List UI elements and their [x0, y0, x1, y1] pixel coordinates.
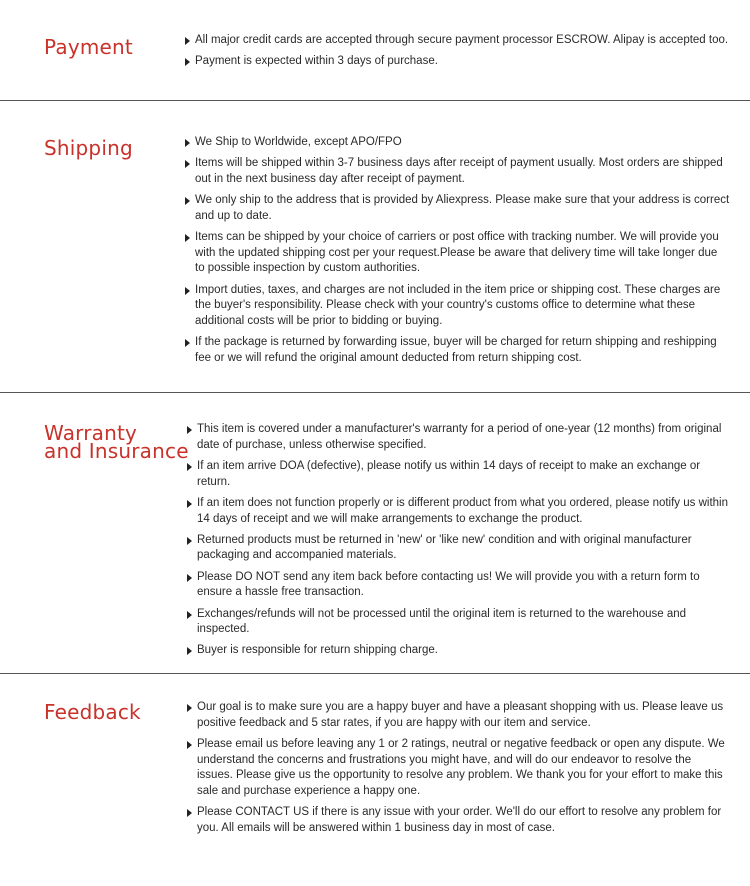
list-item: All major credit cards are accepted through secure payment processor ESCROW. Alipay is accepted too. [185, 33, 730, 49]
payment-list [185, 33, 730, 75]
bullet-arrow-icon [187, 574, 192, 582]
list-item: Import duties, taxes, and charges are not included in the item price or shipping cost. These charges are the buyer's responsibility. Please check with your country's customs office to determine what these additional costs will be prior to bidding or buying. [185, 283, 730, 330]
list-item: If the package is returned by forwarding issue, buyer will be charged for return shipping and reshipping fee or we will refund the original amount deducted from return shipping cost. [185, 335, 730, 366]
list-item: Returned products must be returned in 'new' or 'like new' condition and with original manufacturer packaging and accompanied materials. [187, 533, 730, 564]
bullet-arrow-icon [187, 426, 192, 434]
list-item: If an item does not function properly or is different product from what you ordered, please notify us within 14 days of receipt and we will make arrangements to exchange the product. [187, 496, 730, 527]
shipping-list [185, 135, 730, 372]
feedback-title [44, 700, 141, 724]
list-item: Please CONTACT US if there is any issue with your order. We'll do our effort to resolve any problem for you. All emails will be answered within 1 business day in most of case. [187, 805, 730, 836]
payment-title-line: Payment [44, 35, 133, 59]
list-item: Items can be shipped by your choice of carriers or post office with tracking number. We will provide you with the updated shipping cost per your request.Please be aware that delivery time will take longer due to possible inspection by custom authorities. [185, 230, 730, 277]
warranty-title-line: Warranty [44, 421, 138, 445]
bullet-arrow-icon [187, 463, 192, 471]
list-item: Items will be shipped within 3-7 business days after receipt of payment usually. Most orders are shipped out in the next business day after receipt of payment. [185, 156, 730, 187]
bullet-arrow-icon [185, 339, 190, 347]
section-divider [0, 392, 750, 393]
list-item: Please email us before leaving any 1 or 2 ratings, neutral or negative feedback or open any dispute. We understand the concerns and frustrations you might have, and will do our endeavor to resolve the issues. Please give us the opportunity to resolve any problem. We thank you for your effort to make this sale and purchase experience a happy one. [187, 737, 730, 800]
bullet-arrow-icon [187, 647, 192, 655]
bullet-arrow-icon [185, 197, 190, 205]
bullet-arrow-icon [185, 234, 190, 242]
bullet-arrow-icon [187, 611, 192, 619]
list-item: Payment is expected within 3 days of purchase. [185, 54, 730, 70]
payment-title [44, 35, 133, 59]
bullet-arrow-icon [185, 37, 190, 45]
bullet-arrow-icon [187, 704, 192, 712]
section-divider [0, 100, 750, 101]
shipping-title-line: Shipping [44, 136, 133, 160]
warranty-list [187, 422, 730, 665]
list-item: Exchanges/refunds will not be processed until the original item is returned to the warehouse and inspected. [187, 607, 730, 638]
list-item: Buyer is responsible for return shipping charge. [187, 643, 730, 659]
bullet-arrow-icon [187, 500, 192, 508]
list-item: Our goal is to make sure you are a happy buyer and have a pleasant shopping with us. Please leave us positive feedback and 5 star rates, if you are happy with our item and service. [187, 700, 730, 731]
bullet-arrow-icon [187, 809, 192, 817]
list-item: This item is covered under a manufacturer's warranty for a period of one-year (12 months) from original date of purchase, unless otherwise specified. [187, 422, 730, 453]
shipping-title [44, 136, 133, 160]
list-item: We Ship to Worldwide, except APO/FPO [185, 135, 730, 151]
list-item: If an item arrive DOA (defective), please notify us within 14 days of receipt to make an exchange or return. [187, 459, 730, 490]
list-item: Please DO NOT send any item back before contacting us! We will provide you with a return form to ensure a hassle free transaction. [187, 570, 730, 601]
bullet-arrow-icon [185, 58, 190, 66]
warranty-title [44, 421, 189, 463]
section-divider [0, 673, 750, 674]
bullet-arrow-icon [185, 139, 190, 147]
bullet-arrow-icon [187, 537, 192, 545]
feedback-list [187, 700, 730, 842]
warranty-title-line: and Insurance [44, 439, 189, 463]
bullet-arrow-icon [185, 287, 190, 295]
bullet-arrow-icon [187, 741, 192, 749]
bullet-arrow-icon [185, 160, 190, 168]
list-item: We only ship to the address that is provided by Aliexpress. Please make sure that your address is correct and up to date. [185, 193, 730, 224]
feedback-title-line: Feedback [44, 700, 141, 724]
